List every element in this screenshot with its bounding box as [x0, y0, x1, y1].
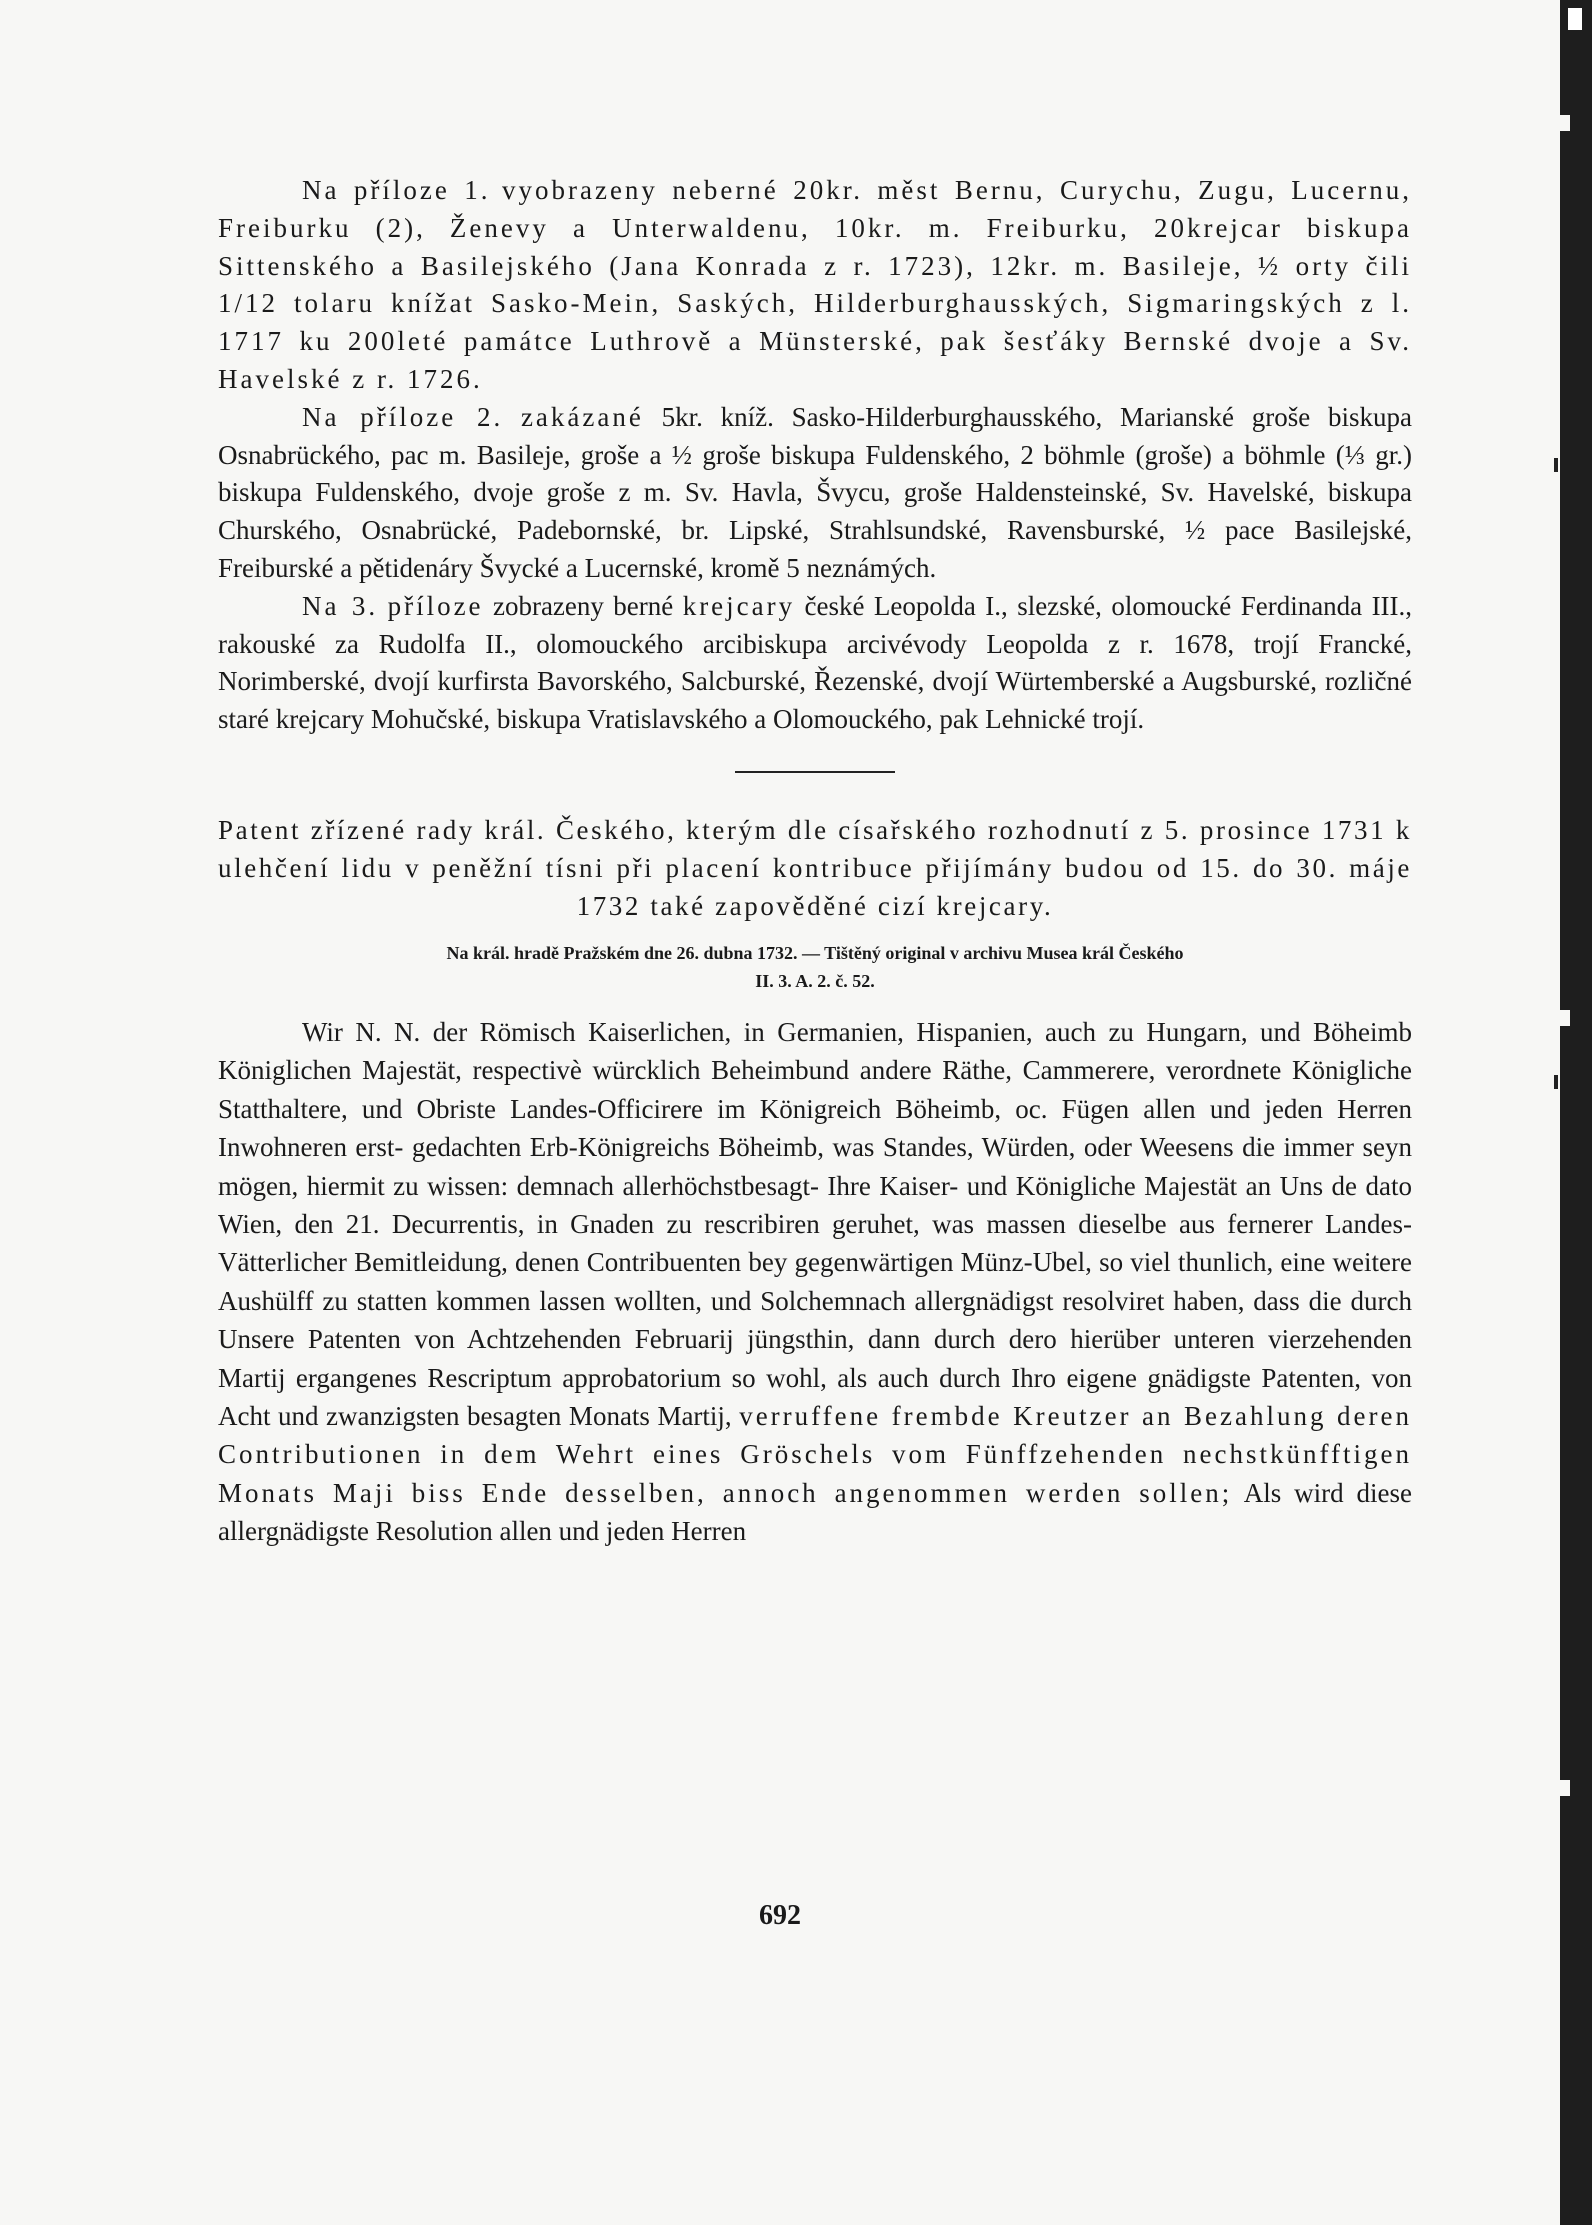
paragraph-3	[218, 588, 1412, 739]
paragraph-2-text: 5kr. kníž. Sasko-Hilderburghausského, Marianské groše biskupa Osnabrückého, pac m. Basileje, groše a ½ groše biskupa Fuldenského, 2 böhmle (groše) a böhmle (⅓ gr.) biskupa Fuldenského, dvoje groše z m. Sv. Havla, Švycu, groše Haldensteinské, Sv. Havelské, biskupa Churského, Osnabrücké, Padebornské, br. Lipské, Strahlsundské, Ravensburské, ½ pace Basilejské, Freiburské a pětidenáry Švycké a Lucernské, kromě 5 neznámých.	[218, 401, 1412, 583]
german-text-end: Als wird diese allergnädigste Resolution allen und jeden Herren	[218, 1477, 1412, 1547]
patent-source-line-2: II. 3. A. 2. č. 52.	[755, 970, 875, 991]
paragraph-3-text: české Leopolda I., slezské, olomoucké Ferdinanda III., rakouské za Rudolfa II., olomouckého arcibiskupa arcivévody Leopolda z r. 1678, trojí Francké, Norimberské, dvojí kurfirsta Bavorského, Salcburské, Řezenské, dvojí Würtemberské a Augsburské, rozličné staré krejcary Mohučské, biskupa Vratislavského a Olomouckého, pak Lehnické trojí.	[218, 590, 1413, 735]
german-text-spaced: verruffene frembde Kreutzer an Bezahlung deren Contributionen in dem Wehrt eines Gröschels vom Fünffzehenden nechstkünfftigen Monats Maji biss Ende desselben, annoch angenommen werden sollen;	[218, 1401, 1412, 1508]
paragraph-1	[218, 172, 1412, 399]
edge-notch	[1560, 1780, 1570, 1796]
paragraph-1-lead: Na příloze 1.	[302, 175, 491, 205]
paragraph-2-lead: Na příloze 2.	[302, 401, 504, 432]
scan-edge	[1560, 0, 1592, 2225]
page-text	[218, 172, 1412, 1551]
margin-mark	[1554, 458, 1558, 472]
patent-source	[218, 939, 1412, 995]
edge-notch	[1560, 115, 1570, 131]
paragraph-1-text: vyobrazeny neberné 20kr. měst Bernu, Curychu, Zugu, Lucernu, Freiburku (2), Ženevy a Unterwaldenu, 10kr. m. Freiburku, 20krejcar biskupa Sittenského a Basilejského (Jana Konrada z r. 1723), 12kr. m. Basileje, ½ orty čili 1/12 tolaru knížat Sasko-Mein, Saských, Hilderburghausských, Sigmaringských z l. 1717 ku 200leté památce Luthrově a Münsterské, pak šesťáky Bernské dvoje a Sv. Havelské z r. 1726.	[218, 175, 1413, 394]
paragraph-3-lead: Na 3.	[302, 590, 379, 621]
paragraph-3-spaced: krejcary	[682, 590, 796, 621]
paragraph-2	[218, 399, 1412, 588]
scan-corner	[1568, 8, 1582, 30]
edge-notch	[1560, 1010, 1570, 1026]
patent-source-line-1: Na král. hradě Pražském dne 26. dubna 1732. — Tištěný original v archivu Musea král Českého	[446, 942, 1184, 963]
paragraph-2-lead-2: zakázané	[520, 401, 644, 432]
section-divider	[735, 771, 895, 773]
paragraph-3-mid: zobrazeny berné	[492, 590, 674, 621]
patent-title: Patent zřízené rady král. Českého, kterým dle císařského rozhodnutí z 5. prosince 1731 k ulehčení lidu v peněžní tísni při placení kontribuce přijímány budou od 15. do 30. máje 1732 také zapověděné cizí krejcary.	[218, 814, 1412, 921]
page-number: 692	[759, 1900, 801, 1931]
german-text-start: Wir N. N. der Römisch Kaiserlichen, in Germanien, Hispanien, auch zu Hungarn, und Böheimb Königlichen Majestät, respectivè würcklich Beheimbund andere Räthe, Cammerere, verordnete Königliche Statthaltere, und Obriste Landes-Officirere im Königreich Böheimb, oc. Fügen allen und jeden Herren Inwohneren erst- gedachten Erb-Königreichs Böheimb, was Standes, Würden, oder Weesens die immer seyn mögen, hiermit zu wissen: demnach allerhöchstbesagt- Ihre Kaiser- und Königliche Majestät an Uns de dato Wien, den 21. Decurrentis, in Gnaden zu rescribiren geruhet, was massen dieselbe aus fernerer Landes-Vätterlicher Bemitleidung, denen Contribuenten bey gegenwärtigen Münz-Ubel, so viel thunlich, eine weitere Aushülff zu statten kommen lassen wollten, und Solchemnach allergnädigst resolviret haben, dass die durch Unsere Patenten von Achtzehenden Februarij jüngsthin, dann durch dero hierüber unteren vierzehenden Martij ergangenes Rescriptum approbatorium so wohl, als auch durch Ihro eigene gnädigste Patenten, von Acht und zwanzigsten besagten Monats Martij,	[218, 1016, 1412, 1432]
margin-mark	[1554, 1075, 1558, 1089]
paragraph-3-lead-2: příloze	[387, 590, 484, 621]
german-paragraph	[218, 1013, 1412, 1551]
